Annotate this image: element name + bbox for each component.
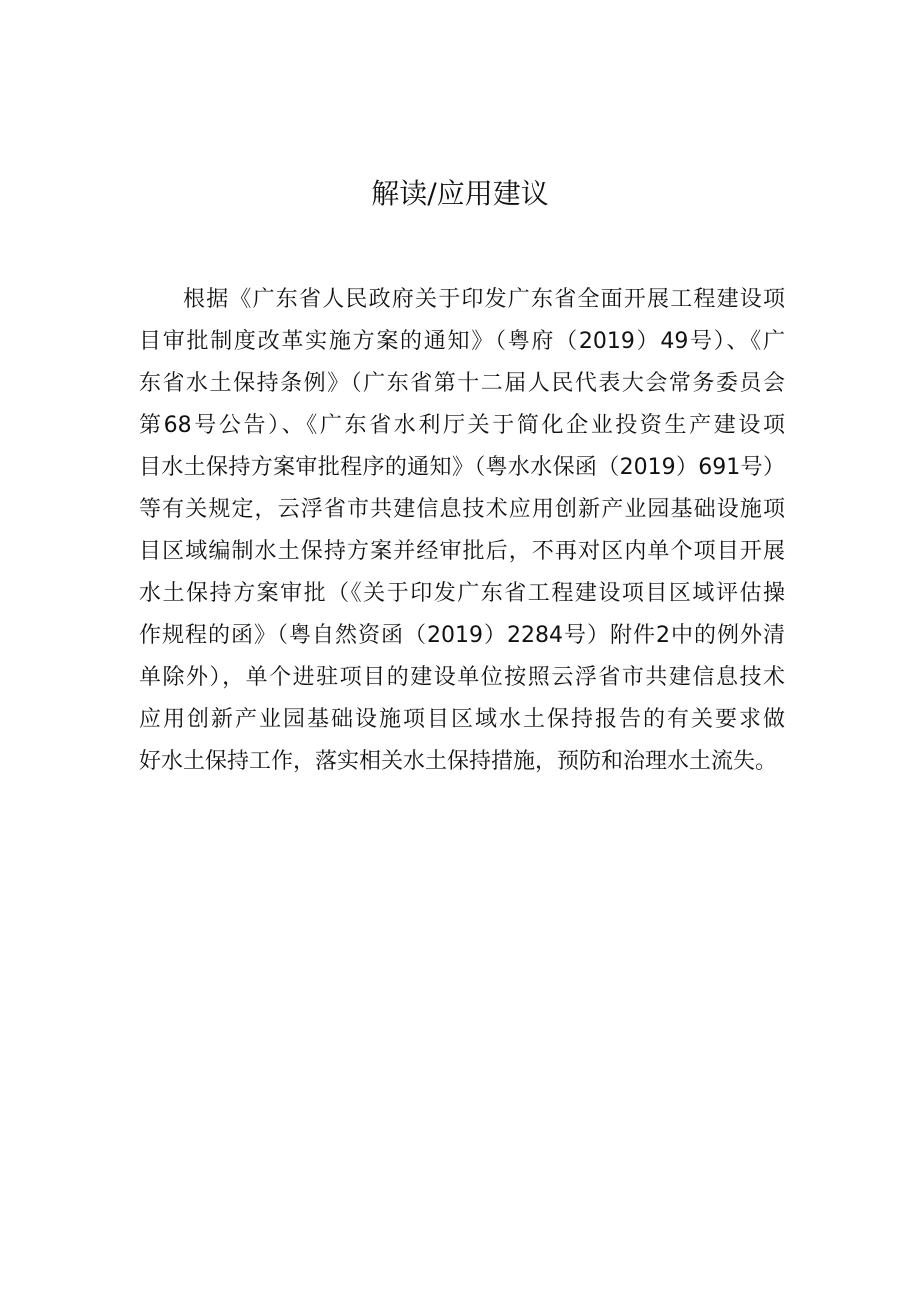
paragraph-line: 东省水土保持条例》（广东省第十二届人民代表大会常务委员会 xyxy=(139,371,785,396)
document-title: 解读/应用建议 xyxy=(371,177,549,210)
paragraph-line: 根据《广东省人民政府关于印发广东省全面开展工程建设项 xyxy=(183,287,785,312)
paragraph-line: 作规程的函》（粤自然资函（2019）2284号）附件2中的例外清 xyxy=(139,623,785,648)
paragraph-line: 目审批制度改革实施方案的通知》（粤府（2019）49号）、《广 xyxy=(139,329,785,354)
paragraph-line: 水土保持方案审批（《关于印发广东省工程建设项目区域评估操 xyxy=(139,581,785,606)
paragraph-line: 目区域编制水土保持方案并经审批后，不再对区内单个项目开展 xyxy=(139,539,785,564)
paragraph-line: 第68号公告）、《广东省水利厅关于简化企业投资生产建设项 xyxy=(139,413,785,438)
paragraph-line: 单除外），单个进驻项目的建设单位按照云浮省市共建信息技术 xyxy=(139,665,785,690)
paragraph-line: 等有关规定，云浮省市共建信息技术应用创新产业园基础设施项 xyxy=(139,497,785,522)
paragraph-line: 目水土保持方案审批程序的通知》（粤水水保函（2019）691号） xyxy=(139,455,785,480)
paragraph-line: 好水土保持工作，落实相关水土保持措施，预防和治理水土流失。 xyxy=(139,749,778,774)
paragraph-line: 应用创新产业园基础设施项目区域水土保持报告的有关要求做 xyxy=(139,707,785,732)
body-paragraph xyxy=(139,279,785,783)
